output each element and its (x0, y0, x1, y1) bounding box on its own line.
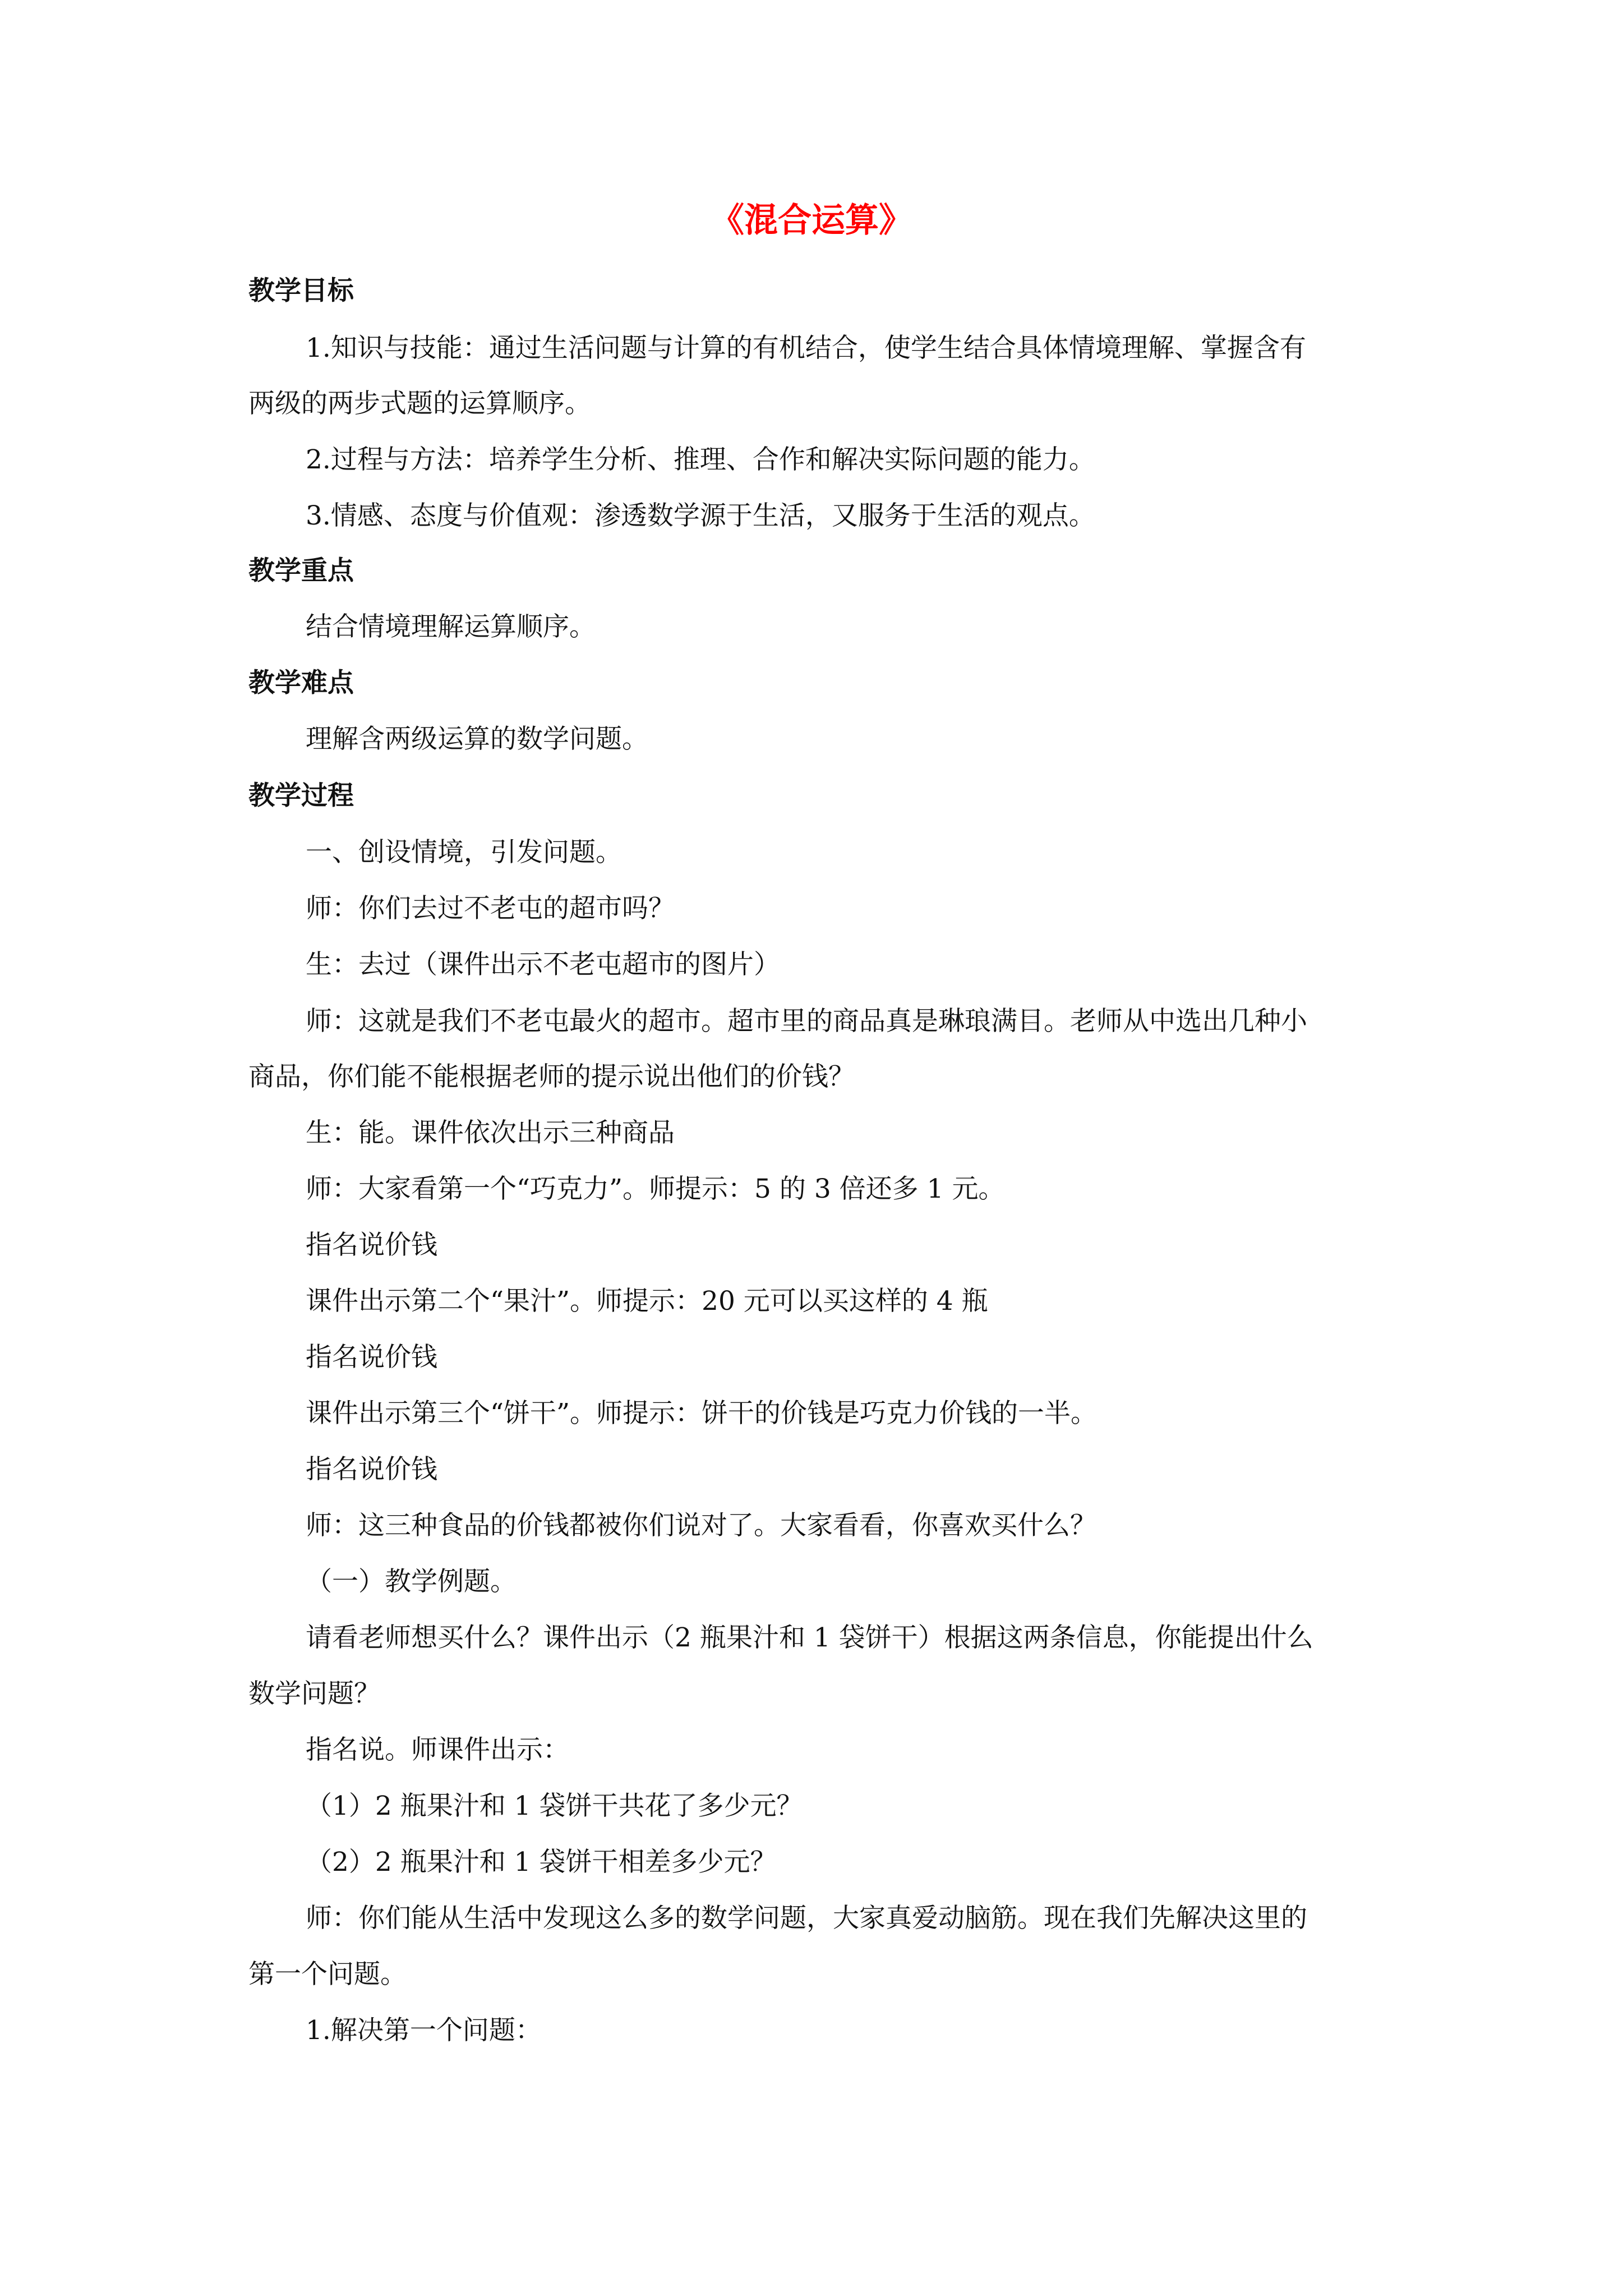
process-paragraph: 课件出示第二个“果汁”。师提示：20 元可以买这样的 4 瓶 (306, 1286, 988, 1317)
process-paragraph: 指名说价钱 (306, 1230, 437, 1260)
process-paragraph: 数学问题？ (248, 1678, 380, 1709)
process-paragraph: 课件出示第三个“饼干”。师提示：饼干的价钱是巧克力价钱的一半。 (306, 1398, 1098, 1429)
heading-keypoints: 教学重点 (248, 555, 354, 586)
process-paragraph: 一、创设情境，引发问题。 (306, 837, 622, 868)
objective-2: 2.过程与方法：培养学生分析、推理、合作和解决实际问题的能力。 (306, 444, 1095, 475)
process-paragraph: （一）教学例题。 (306, 1566, 517, 1597)
process-paragraph: 指名说价钱 (306, 1454, 437, 1485)
process-paragraph: 请看老师想买什么？课件出示（2 瓶果汁和 1 袋饼干）根据这两条信息，你能提出什么 (306, 1622, 1313, 1653)
heading-objectives: 教学目标 (248, 275, 354, 306)
process-paragraph: 师：你们去过不老屯的超市吗？ (306, 893, 675, 924)
process-paragraph: 1.解决第一个问题： (306, 2015, 542, 2046)
process-paragraph: 师：这三种食品的价钱都被你们说对了。大家看看，你喜欢买什么？ (306, 1510, 1096, 1541)
objective-1-line-1: 1.知识与技能：通过生活问题与计算的有机结合，使学生结合具体情境理解、掌握含有 (306, 333, 1306, 364)
process-paragraph: 师：大家看第一个“巧克力”。师提示：5 的 3 倍还多 1 元。 (306, 1174, 1005, 1204)
process-paragraph: 商品，你们能不能根据老师的提示说出他们的价钱？ (248, 1061, 855, 1092)
difficulties-text: 理解含两级运算的数学问题。 (306, 724, 648, 754)
process-paragraph: （1）2 瓶果汁和 1 袋饼干共花了多少元？ (306, 1791, 803, 1821)
objective-1-line-2: 两级的两步式题的运算顺序。 (248, 388, 591, 419)
process-paragraph: 师：你们能从生活中发现这么多的数学问题，大家真爱动脑筋。现在我们先解决这里的 (306, 1903, 1307, 1934)
process-paragraph: 师：这就是我们不老屯最火的超市。超市里的商品真是琳琅满目。老师从中选出几种小 (306, 1006, 1307, 1037)
process-paragraph: （2）2 瓶果汁和 1 袋饼干相差多少元？ (306, 1847, 777, 1878)
process-paragraph: 指名说。师课件出示： (306, 1734, 569, 1765)
process-paragraph: 生：能。课件依次出示三种商品 (306, 1117, 675, 1148)
page-title: 《混合运算》 (711, 201, 912, 240)
process-paragraph: 指名说价钱 (306, 1342, 437, 1373)
objective-3: 3.情感、态度与价值观：渗透数学源于生活，又服务于生活的观点。 (306, 500, 1095, 531)
heading-difficulties: 教学难点 (248, 668, 354, 698)
process-paragraph: 生：去过（课件出示不老屯超市的图片） (306, 949, 780, 980)
heading-process: 教学过程 (248, 780, 354, 811)
process-paragraph: 第一个问题。 (248, 1959, 407, 1990)
keypoints-text: 结合情境理解运算顺序。 (306, 611, 596, 642)
